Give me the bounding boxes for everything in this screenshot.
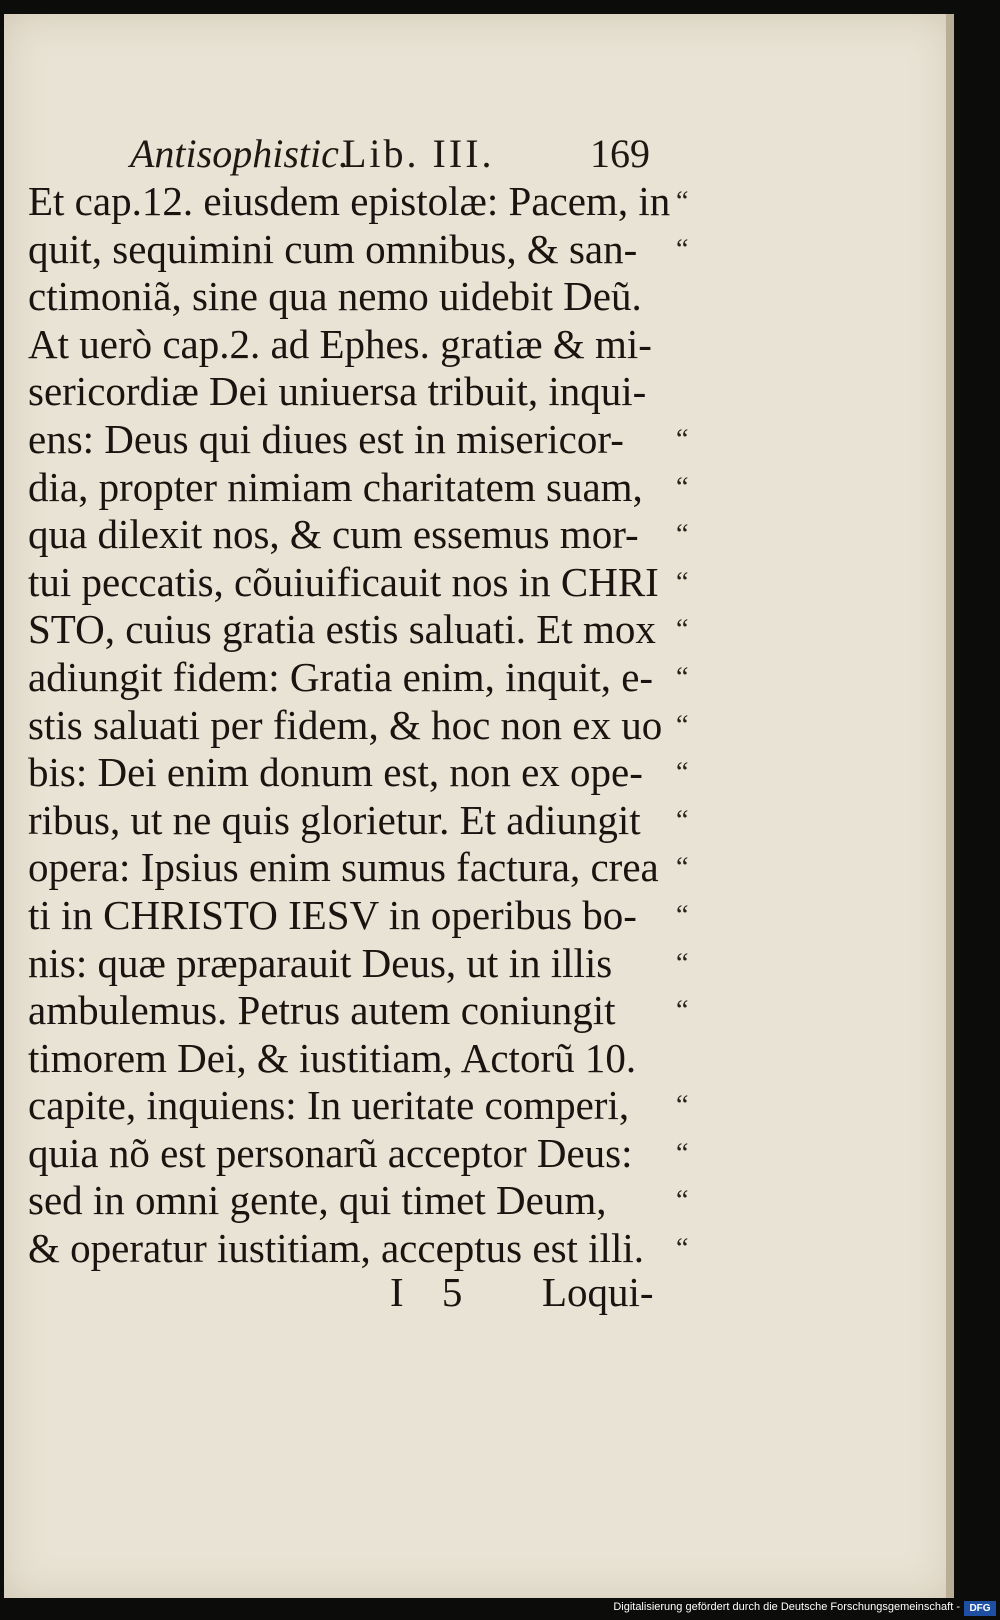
line-text: ctimoniã, sine qua nemo uidebit Deũ. bbox=[28, 273, 642, 320]
text-line bbox=[28, 702, 768, 750]
text-line bbox=[28, 321, 768, 369]
line-text: STO, cuius gratia estis saluati. Et mox bbox=[28, 606, 656, 653]
text-line bbox=[28, 844, 768, 892]
line-text: sed in omni gente, qui timet Deum, bbox=[28, 1177, 607, 1224]
text-line bbox=[28, 797, 768, 845]
text-line bbox=[28, 559, 768, 607]
text-line bbox=[28, 416, 768, 464]
marginal-quote-mark: “ bbox=[676, 519, 689, 551]
footer-credit: Digitalisierung gefördert durch die Deutsche Forschungsgemeinschaft - bbox=[613, 1601, 960, 1613]
marginal-quote-mark: “ bbox=[676, 1137, 689, 1169]
line-text: sericordiæ Dei uniuersa tribuit, inqui- bbox=[28, 368, 647, 415]
line-text: nis: quæ præparauit Deus, ut in illis bbox=[28, 939, 613, 986]
line-text: bis: Dei enim donum est, non ex ope- bbox=[28, 749, 643, 796]
marginal-quote-mark: “ bbox=[676, 661, 689, 693]
text-line bbox=[28, 987, 768, 1035]
catchword-row bbox=[390, 1268, 690, 1318]
marginal-quote-mark: “ bbox=[676, 614, 689, 646]
signature-mark: I 5 bbox=[390, 1269, 477, 1315]
running-head bbox=[130, 130, 690, 178]
running-head-title: Antisophistic. bbox=[130, 131, 349, 176]
marginal-quote-mark: “ bbox=[676, 1233, 689, 1265]
line-text: adiungit fidem: Gratia enim, inquit, e- bbox=[28, 653, 654, 700]
text-line bbox=[28, 940, 768, 988]
text-line bbox=[28, 368, 768, 416]
text-line bbox=[28, 1035, 768, 1083]
dfg-logo: DFG bbox=[964, 1601, 996, 1616]
marginal-quote-mark: “ bbox=[676, 947, 689, 979]
text-line bbox=[28, 1082, 768, 1130]
marginal-quote-mark: “ bbox=[676, 471, 689, 503]
text-line bbox=[28, 654, 768, 702]
marginal-quote-mark: “ bbox=[676, 186, 689, 217]
line-text: ti in CHRISTO IESV in operibus bo- bbox=[28, 891, 637, 938]
text-line bbox=[28, 511, 768, 559]
text-line bbox=[28, 892, 768, 940]
text-block bbox=[28, 178, 768, 1273]
line-text: At uerò cap.2. ad Ephes. gratiæ & mi- bbox=[28, 320, 652, 367]
line-text: quit, sequimini cum omnibus, & san- bbox=[28, 225, 638, 272]
line-text: quia nõ est personarũ acceptor Deus: bbox=[28, 1129, 633, 1176]
line-text: capite, inquiens: In ueritate comperi, bbox=[28, 1082, 630, 1129]
page-edge bbox=[946, 14, 954, 1599]
marginal-quote-mark: “ bbox=[676, 899, 689, 931]
catchword: Loqui- bbox=[542, 1269, 654, 1315]
line-text: & operatur iustitiam, acceptus est illi. bbox=[28, 1225, 644, 1272]
marginal-quote-mark: “ bbox=[676, 566, 689, 598]
marginal-quote-mark: “ bbox=[676, 423, 689, 455]
text-line bbox=[28, 749, 768, 797]
text-line bbox=[28, 178, 768, 226]
running-head-book: Lib. III. bbox=[342, 131, 495, 176]
text-line bbox=[28, 1225, 768, 1273]
line-text: qua dilexit nos, & cum essemus mor- bbox=[28, 511, 639, 558]
marginal-quote-mark: “ bbox=[676, 804, 689, 836]
marginal-quote-mark: “ bbox=[676, 852, 689, 884]
marginal-quote-mark: “ bbox=[676, 1090, 689, 1122]
line-text: ambulemus. Petrus autem coniungit bbox=[28, 987, 616, 1034]
line-text: stis saluati per fidem, & hoc non ex uo bbox=[28, 701, 663, 748]
line-text: tui peccatis, cõuiuificauit nos in CHRI bbox=[28, 558, 659, 605]
line-text: ens: Deus qui diues est in misericor- bbox=[28, 415, 624, 462]
text-line bbox=[28, 226, 768, 274]
marginal-quote-mark: “ bbox=[676, 233, 689, 265]
line-text: Et cap.12. eiusdem epistolæ: Pacem, in bbox=[28, 178, 671, 224]
page-number: 169 bbox=[590, 131, 650, 176]
line-text: ribus, ut ne quis glorietur. Et adiungit bbox=[28, 796, 641, 843]
text-line bbox=[28, 1130, 768, 1178]
marginal-quote-mark: “ bbox=[676, 757, 689, 789]
line-text: dia, propter nimiam charitatem suam, bbox=[28, 463, 643, 510]
marginal-quote-mark: “ bbox=[676, 1185, 689, 1217]
line-text: timorem Dei, & iustitiam, Actorũ 10. bbox=[28, 1034, 637, 1081]
footer-bar bbox=[0, 1598, 1000, 1620]
marginal-quote-mark: “ bbox=[676, 709, 689, 741]
marginal-quote-mark: “ bbox=[676, 995, 689, 1027]
text-line bbox=[28, 606, 768, 654]
line-text: opera: Ipsius enim sumus factura, crea bbox=[28, 844, 659, 891]
text-line bbox=[28, 1177, 768, 1225]
text-line bbox=[28, 273, 768, 321]
text-line bbox=[28, 464, 768, 512]
